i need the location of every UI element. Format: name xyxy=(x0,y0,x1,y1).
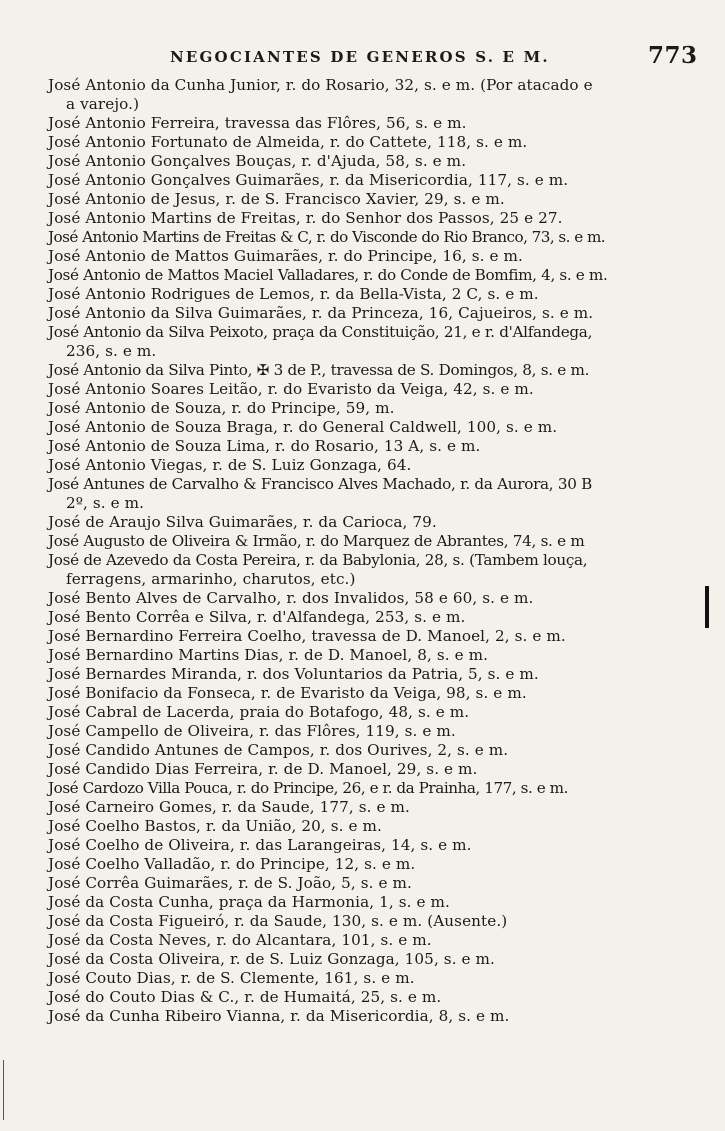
entry-line: José Bernardino Martins Dias, r. de D. Manoel, 8, s. e m. xyxy=(48,646,489,664)
entry-line: José Bernardes Miranda, r. dos Voluntarios da Patria, 5, s. e m. xyxy=(48,665,539,683)
entry-line: José Cabral de Lacerda, praia do Botafogo, 48, s. e m. xyxy=(48,703,470,721)
entry-line: José Campello de Oliveira, r. das Flôres, 119, s. e m. xyxy=(48,722,456,740)
entry-line: José Antonio da Silva Pinto, ✠ 3 de P., travessa de S. Domingos, 8, s. e m. xyxy=(48,361,590,379)
entry-line: José Coelho Valladão, r. do Principe, 12, s. e m. xyxy=(48,855,416,873)
entry-continuation: ferragens, armarinho, charutos, etc.) xyxy=(66,570,356,588)
entry-line: José da Costa Neves, r. do Alcantara, 101, s. e m. xyxy=(48,931,432,949)
entry-line: José Antonio da Silva Peixoto, praça da Constituição, 21, e r. d'Alfandega, xyxy=(48,323,593,341)
margin-rule xyxy=(3,1060,4,1120)
entry-line: José Couto Dias, r. de S. Clemente, 161, s. e m. xyxy=(48,969,415,987)
entry-continuation: a varejo.) xyxy=(66,95,140,113)
entry-line: José do Couto Dias & C., r. de Humaitá, 25, s. e m. xyxy=(48,988,442,1006)
entry-line: José Antonio Fortunato de Almeida, r. do Cattete, 118, s. e m. xyxy=(48,133,528,151)
entry-line: José Antonio de Mattos Guimarães, r. do Principe, 16, s. e m. xyxy=(48,247,523,265)
entry-line: José da Costa Figueiró, r. da Saude, 130, s. e m. (Ausente.) xyxy=(48,912,508,930)
entry-line: José da Cunha Ribeiro Vianna, r. da Misericordia, 8, s. e m. xyxy=(48,1007,510,1025)
entry-line: José Antonio Gonçalves Guimarães, r. da Misericordia, 117, s. e m. xyxy=(48,171,569,189)
entry-line: José Antonio de Souza Lima, r. do Rosario, 13 A, s. e m. xyxy=(48,437,481,455)
entry-line: José de Azevedo da Costa Pereira, r. da Babylonia, 28, s. (Tambem louça, xyxy=(48,551,588,569)
entry-line: José Bernardino Ferreira Coelho, travessa de D. Manoel, 2, s. e m. xyxy=(48,627,566,645)
page-header xyxy=(0,42,725,72)
entry-line: José Candido Dias Ferreira, r. de D. Manoel, 29, s. e m. xyxy=(48,760,478,778)
entry-line: José Bento Alves de Carvalho, r. dos Invalidos, 58 e 60, s. e m. xyxy=(48,589,534,607)
entry-continuation: 2º, s. e m. xyxy=(66,494,145,512)
entry-line: José Antonio Soares Leitão, r. do Evaristo da Veiga, 42, s. e m. xyxy=(48,380,534,398)
page-number: 773 xyxy=(648,42,698,69)
running-header-title: NEGOCIANTES DE GENEROS S. E M. xyxy=(170,48,550,66)
entry-line: José Corrêa Guimarães, r. de S. João, 5, s. e m. xyxy=(48,874,412,892)
entry-line: José Antonio de Souza, r. do Principe, 59, m. xyxy=(48,399,395,417)
entry-line: José Carneiro Gomes, r. da Saude, 177, s. e m. xyxy=(48,798,410,816)
entry-line: José da Costa Cunha, praça da Harmonia, 1, s. e m. xyxy=(48,893,450,911)
entry-line: José Antonio de Jesus, r. de S. Francisco Xavier, 29, s. e m. xyxy=(48,190,505,208)
entry-line: José Antonio Ferreira, travessa das Flôres, 56, s. e m. xyxy=(48,114,467,132)
entry-line: José Antonio de Souza Braga, r. do General Caldwell, 100, s. e m. xyxy=(48,418,558,436)
entry-line: José Antonio da Cunha Junior, r. do Rosario, 32, s. e m. (Por atacado e xyxy=(48,76,593,94)
entry-line: José Coelho de Oliveira, r. das Larangeiras, 14, s. e m. xyxy=(48,836,472,854)
entry-line: José Antonio Martins de Freitas, r. do Senhor dos Passos, 25 e 27. xyxy=(48,209,563,227)
entry-line: José Antonio Martins de Freitas & C, r. do Visconde do Rio Branco, 73, s. e m. xyxy=(48,228,606,246)
entry-line: José Antonio Gonçalves Bouças, r. d'Ajuda, 58, s. e m. xyxy=(48,152,467,170)
binding-mark xyxy=(705,586,709,628)
entry-line: José Cardozo Villa Pouca, r. do Principe, 26, e r. da Prainha, 177, s. e m. xyxy=(48,779,568,797)
entry-line: José Coelho Bastos, r. da União, 20, s. e m. xyxy=(48,817,382,835)
entry-line: José Candido Antunes de Campos, r. dos Ourives, 2, s. e m. xyxy=(48,741,509,759)
entry-line: José Augusto de Oliveira & Irmão, r. do Marquez de Abrantes, 74, s. e m xyxy=(48,532,585,550)
entry-line: José da Costa Oliveira, r. de S. Luiz Gonzaga, 105, s. e m. xyxy=(48,950,495,968)
entry-continuation: 236, s. e m. xyxy=(66,342,157,360)
entry-line: José Antonio Viegas, r. de S. Luiz Gonzaga, 64. xyxy=(48,456,412,474)
entry-line: José de Araujo Silva Guimarães, r. da Carioca, 79. xyxy=(48,513,437,531)
entry-line: José Antunes de Carvalho & Francisco Alves Machado, r. da Aurora, 30 B xyxy=(48,475,592,493)
entry-line: José Antonio Rodrigues de Lemos, r. da Bella-Vista, 2 C, s. e m. xyxy=(48,285,539,303)
entry-line: José Bento Corrêa e Silva, r. d'Alfandega, 253, s. e m. xyxy=(48,608,466,626)
entry-line: José Antonio da Silva Guimarães, r. da Princeza, 16, Cajueiros, s. e m. xyxy=(48,304,594,322)
entry-line: José Antonio de Mattos Maciel Valladares, r. do Conde de Bomfim, 4, s. e m. xyxy=(48,266,608,284)
entry-line: José Bonifacio da Fonseca, r. de Evaristo da Veiga, 98, s. e m. xyxy=(48,684,527,702)
